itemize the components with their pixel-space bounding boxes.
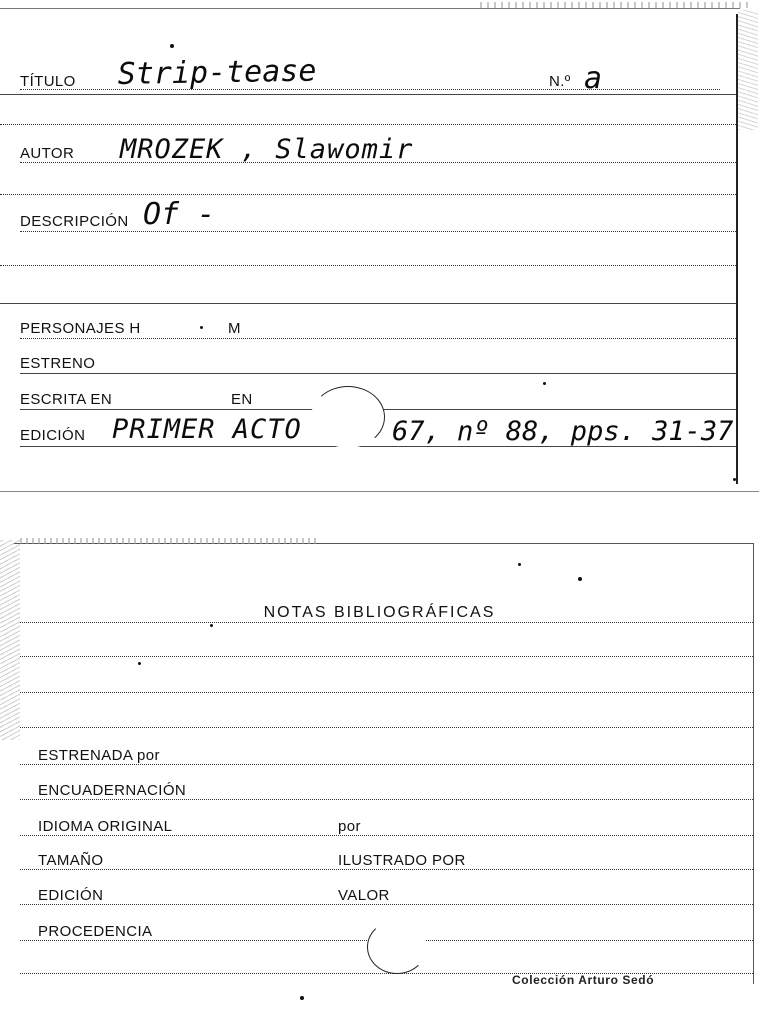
punch-hole-top <box>311 386 385 448</box>
autor-label: AUTOR <box>20 145 75 162</box>
scan-noise-top-right <box>738 10 758 130</box>
tamano-rule <box>20 869 753 870</box>
notas-bibliograficas-title: NOTAS BIBLIOGRÁFICAS <box>263 604 496 621</box>
blank-rule-3 <box>0 265 736 266</box>
notas-blank-rule-3 <box>20 727 753 728</box>
edicion-handwritten-detail: 67, nº 88, pps. 31-37 <box>392 416 734 447</box>
descripcion-rule <box>20 231 736 232</box>
scan-noise-bottom-left <box>0 540 20 740</box>
speck <box>210 624 213 627</box>
speck <box>518 563 521 566</box>
notas-blank-rule-1 <box>20 656 753 657</box>
descripcion-label: DESCRIPCIÓN <box>20 213 129 230</box>
tamano-label: TAMAÑO <box>38 852 104 869</box>
descripcion-handwritten-value: Of - <box>143 197 216 232</box>
edicion-bottom-rule <box>20 904 753 905</box>
autor-rule <box>20 162 736 163</box>
punch-hole-bottom <box>367 920 427 974</box>
titulo-label: TÍTULO <box>20 73 76 90</box>
idioma-label: IDIOMA ORIGINAL <box>38 818 173 835</box>
ilustrado-label: ILUSTRADO POR <box>338 852 466 869</box>
notas-rule <box>20 622 753 623</box>
estreno-rule <box>20 373 736 374</box>
edicion-bottom-label: EDICIÓN <box>38 887 104 904</box>
estrenada-rule <box>20 764 753 765</box>
speck <box>300 996 304 1000</box>
blank-solid-rule <box>0 303 736 304</box>
card-top-edge-bottom <box>0 491 759 492</box>
notas-blank-rule-2 <box>20 692 753 693</box>
speck <box>733 478 736 481</box>
idioma-por-label: por <box>338 818 361 835</box>
valor-label: VALOR <box>338 887 390 904</box>
encuadernacion-rule <box>20 799 753 800</box>
escrita-en-label: EN <box>231 391 253 408</box>
idioma-rule <box>20 835 753 836</box>
personajes-m-label: M <box>228 320 241 337</box>
card-top-edge-top <box>0 8 740 9</box>
blank-rule-2 <box>0 194 736 195</box>
autor-handwritten-value: MROZEK , Slawomir <box>120 134 414 165</box>
blank-rule-1 <box>0 124 736 125</box>
speck <box>170 44 174 48</box>
personajes-rule <box>20 338 736 339</box>
edicion-rule <box>20 446 736 447</box>
scan-noise-bottom-top <box>20 538 320 544</box>
procedencia-label: PROCEDENCIA <box>38 923 153 940</box>
estreno-label: ESTRENO <box>20 355 96 372</box>
speck <box>578 577 582 581</box>
titulo-handwritten-value: Strip-tease <box>117 53 317 92</box>
numero-label: N.º <box>549 73 571 90</box>
edicion-label: EDICIÓN <box>20 427 86 444</box>
estrenada-label: ESTRENADA por <box>38 747 160 764</box>
edicion-handwritten-value: PRIMER ACTO <box>112 414 302 445</box>
catalog-card-top <box>0 0 759 492</box>
numero-handwritten-value: a <box>584 61 603 96</box>
speck <box>543 382 546 385</box>
scan-noise-top-edge <box>480 2 750 8</box>
speck <box>200 326 203 329</box>
titulo-solid-rule <box>0 94 736 95</box>
titulo-rule <box>20 89 720 90</box>
collection-footer: Colección Arturo Sedó <box>512 973 655 987</box>
speck <box>138 662 141 665</box>
escrita-label: ESCRITA EN <box>20 391 113 408</box>
personajes-label: PERSONAJES H <box>20 320 141 337</box>
encuadernacion-label: ENCUADERNACIÓN <box>38 782 187 799</box>
